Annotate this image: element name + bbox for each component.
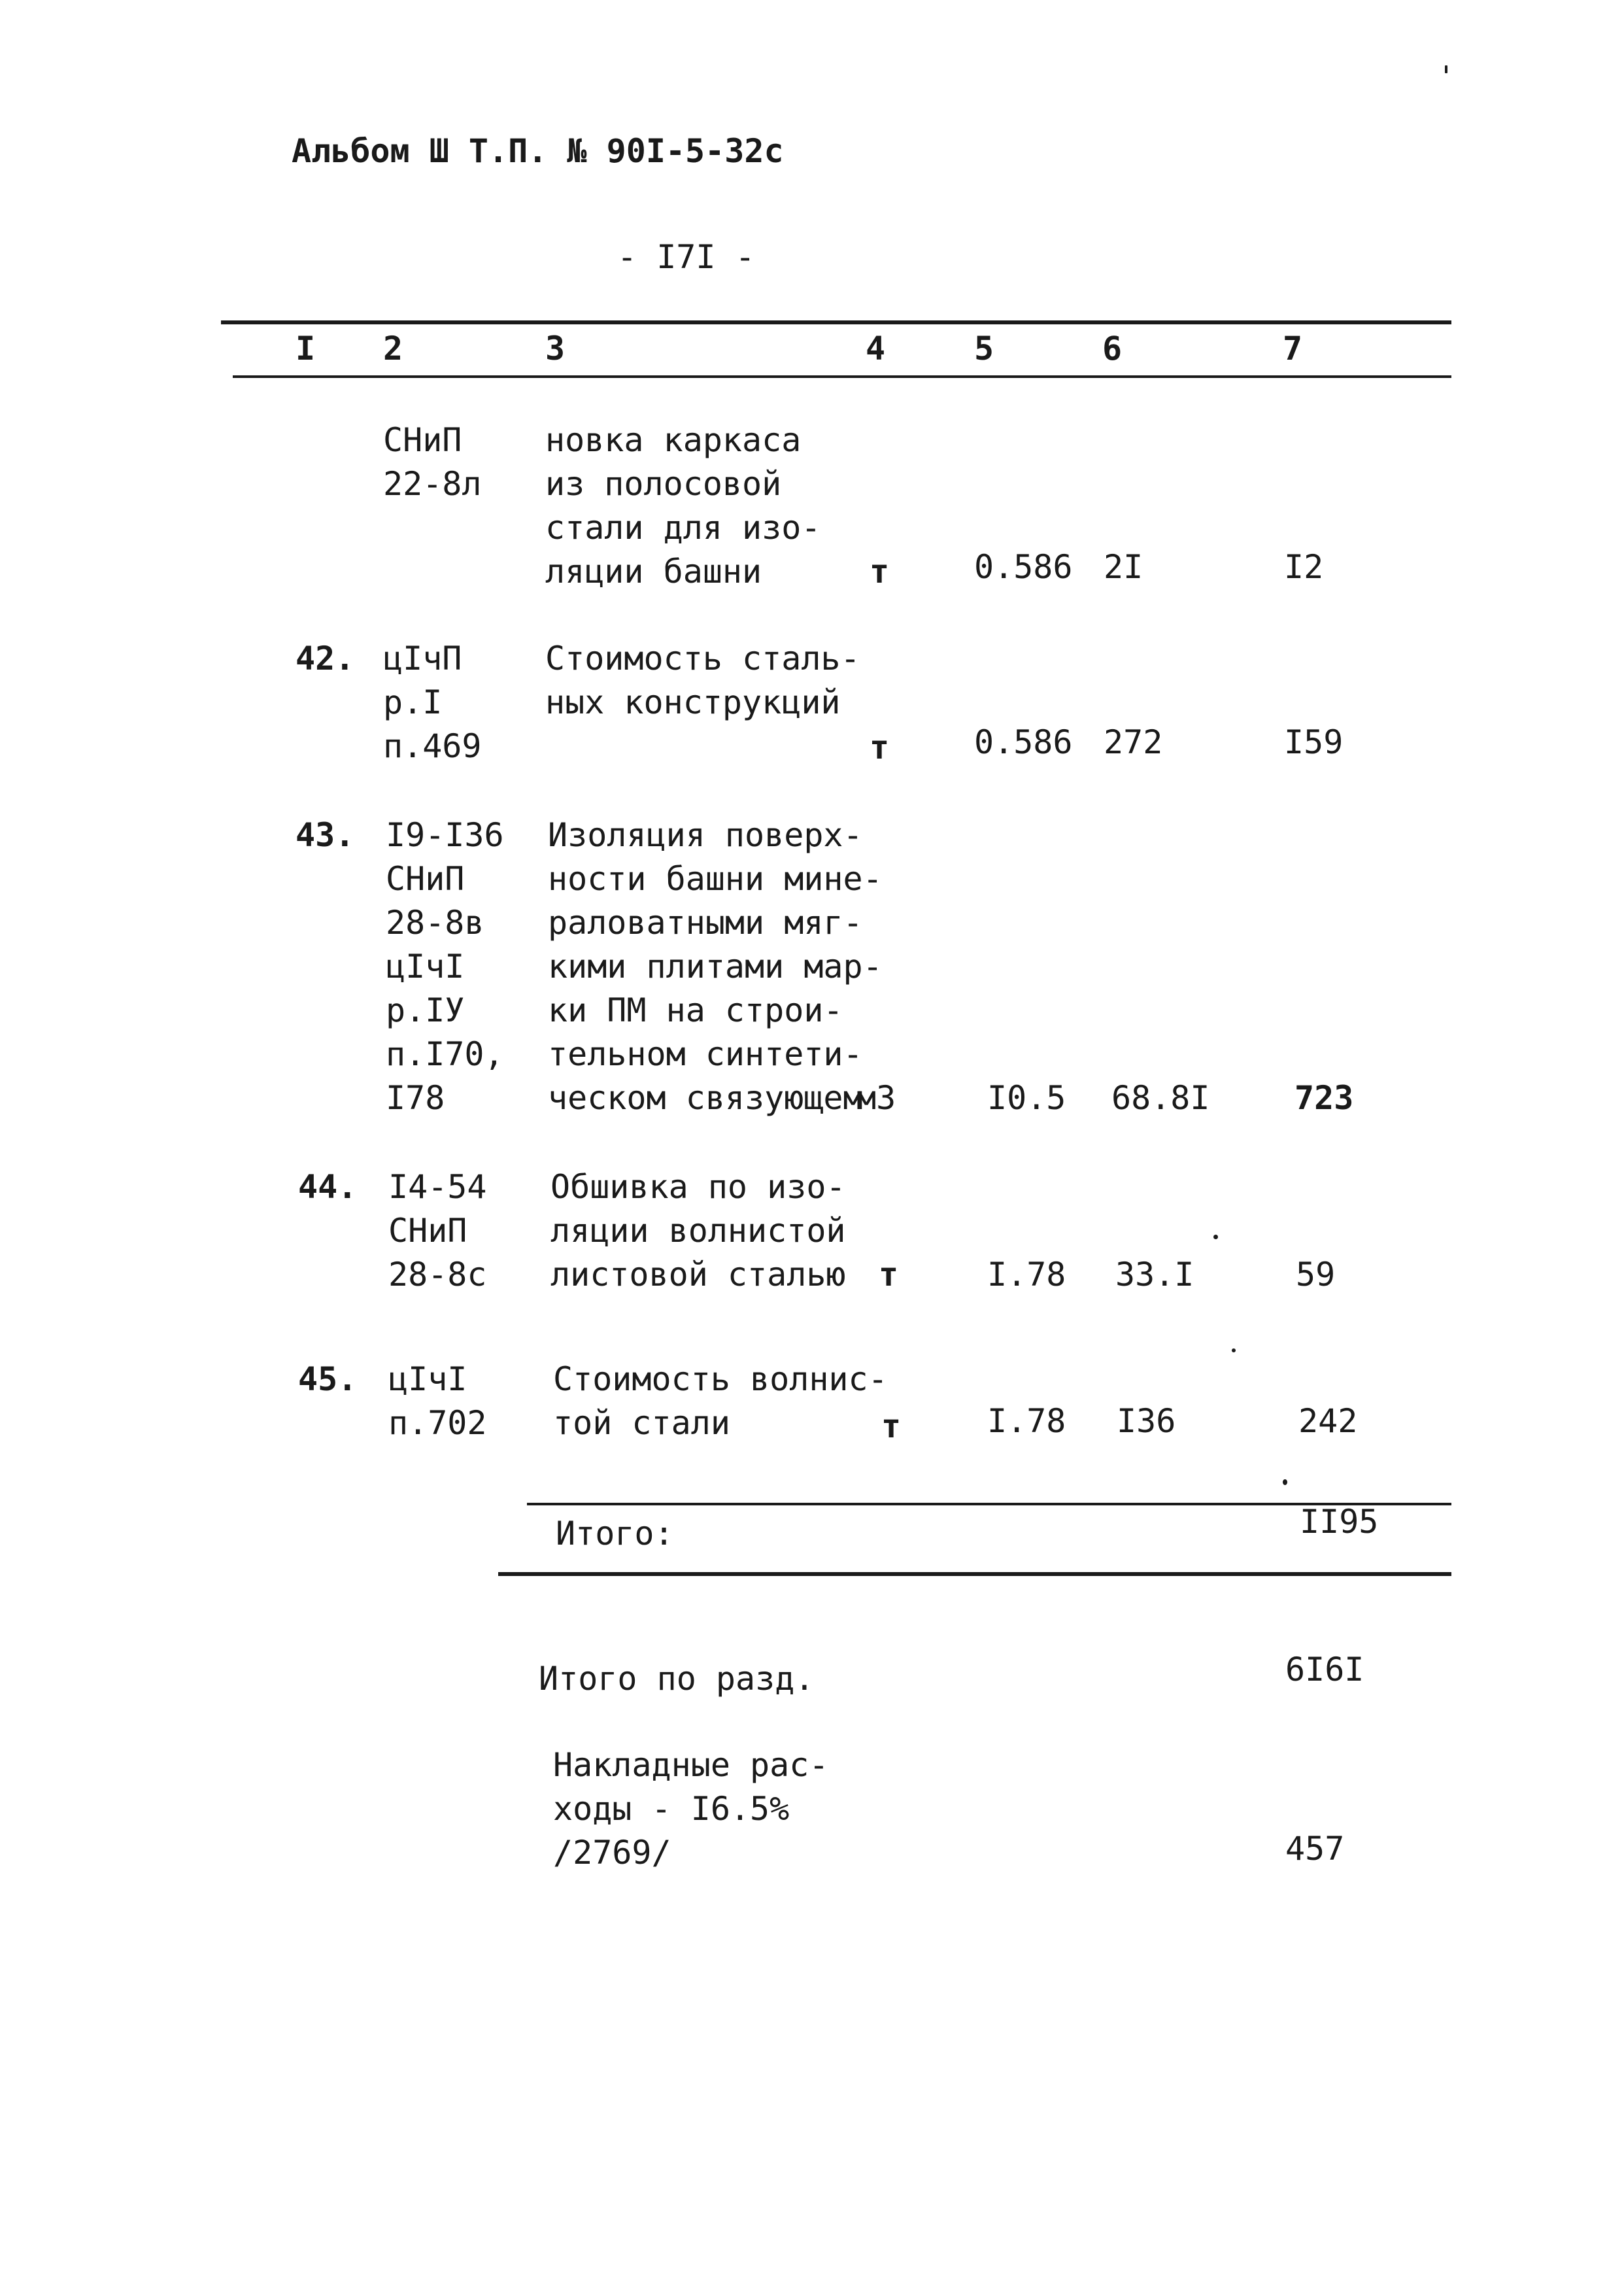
header-bottom-rule [233, 375, 1451, 378]
column-header-6: 6 [1102, 330, 1123, 368]
scan-speck [1445, 65, 1447, 73]
ref-line: 22-8л [383, 465, 482, 503]
row-number: 42. [296, 640, 355, 677]
overhead-label-line: /2769/ [553, 1834, 671, 1872]
scan-speck [1283, 1479, 1287, 1485]
desc-line: ляции башни [545, 553, 762, 591]
row-unit-price: 68.8I [1111, 1079, 1210, 1117]
ref-line: п.702 [388, 1404, 487, 1442]
row-unit: т [881, 1407, 902, 1445]
row-unit-price: 2I [1104, 548, 1143, 586]
row-description [553, 1358, 888, 1445]
row-quantity: I0.5 [987, 1079, 1066, 1117]
column-header-1: I [296, 330, 316, 368]
row-unit: т [879, 1256, 899, 1294]
row-total: 723 [1294, 1079, 1354, 1117]
overhead-label [553, 1743, 828, 1875]
row-reference [388, 1165, 487, 1297]
scan-speck [1232, 1348, 1236, 1352]
row-unit: м3 [856, 1079, 896, 1117]
section-total-value: 6I6I [1285, 1651, 1364, 1688]
desc-line: Обшивка по изо- [550, 1168, 846, 1206]
ref-line: СНиП [388, 1212, 467, 1250]
ref-line: 28-8с [388, 1256, 487, 1294]
subtotal-bottom-rule [498, 1572, 1451, 1576]
row-total: I59 [1284, 723, 1344, 761]
desc-line: раловатными мяг- [548, 904, 863, 942]
row-total: 242 [1298, 1402, 1358, 1440]
column-header-7: 7 [1283, 330, 1303, 368]
column-header-4: 4 [866, 330, 886, 368]
desc-line: из полосовой [545, 465, 782, 503]
row-description [545, 637, 860, 725]
ref-line: 28-8в [386, 904, 484, 942]
subtotal-value: II95 [1300, 1503, 1379, 1541]
row-unit: т [870, 553, 890, 591]
section-total-label: Итого по разд. [539, 1660, 815, 1698]
row-unit: т [870, 728, 890, 766]
ref-line: I78 [386, 1079, 445, 1117]
overhead-label-line: Накладные рас- [553, 1746, 829, 1784]
row-total: I2 [1284, 548, 1324, 586]
page-number: - I7I - [617, 238, 755, 276]
desc-line: Изоляция поверх- [548, 816, 863, 854]
desc-line: стали для изо- [545, 509, 821, 547]
desc-line: той стали [553, 1404, 730, 1442]
ref-line: цIчП [383, 640, 462, 677]
overhead-label-line: ходы - I6.5% [553, 1790, 790, 1828]
desc-line: кими плитами мар- [548, 948, 883, 985]
ref-line: п.I70, [386, 1035, 504, 1073]
row-quantity: 0.586 [974, 548, 1073, 586]
desc-line: Стоимость волнис- [553, 1360, 888, 1398]
ref-line: р.IУ [386, 991, 465, 1029]
album-reference: Альбом Ш Т.П. № 90I-5-32с [292, 132, 784, 170]
row-description [550, 1165, 846, 1297]
scan-speck [1213, 1235, 1218, 1239]
ref-line: р.I [383, 683, 443, 721]
row-description [548, 814, 883, 1120]
row-number: 43. [296, 816, 355, 854]
row-unit-price: I36 [1117, 1402, 1176, 1440]
desc-line: ческом связующем [548, 1079, 863, 1117]
desc-line: ных конструкций [545, 683, 841, 721]
desc-line: ности башни мине- [548, 860, 883, 898]
ref-line: I9-I36 [386, 816, 504, 854]
row-unit-price: 272 [1104, 723, 1163, 761]
row-number: 44. [298, 1168, 358, 1206]
ref-line: п.469 [383, 727, 482, 765]
row-reference [383, 419, 482, 506]
table-top-rule [221, 320, 1451, 324]
ref-line: СНиП [383, 421, 462, 459]
row-unit-price: 33.I [1115, 1256, 1194, 1294]
desc-line: ляции волнистой [550, 1212, 846, 1250]
row-number: 45. [298, 1360, 358, 1398]
row-quantity: 0.586 [974, 723, 1073, 761]
overhead-value: 457 [1285, 1830, 1345, 1868]
column-header-3: 3 [545, 330, 566, 368]
ref-line: цIчI [388, 1360, 467, 1398]
column-header-5: 5 [974, 330, 994, 368]
ref-line: цIчI [386, 948, 465, 985]
subtotal-label: Итого: [556, 1515, 674, 1552]
desc-line: Стоимость сталь- [545, 640, 860, 677]
row-description [545, 419, 820, 594]
row-total: 59 [1296, 1256, 1336, 1294]
column-header-2: 2 [383, 330, 403, 368]
ref-line: I4-54 [388, 1168, 487, 1206]
row-reference [388, 1358, 487, 1445]
desc-line: листовой сталью [550, 1256, 846, 1294]
row-quantity: I.78 [987, 1402, 1066, 1440]
ref-line: СНиП [386, 860, 465, 898]
desc-line: ки ПМ на строи- [548, 991, 843, 1029]
desc-line: тельном синтети- [548, 1035, 863, 1073]
row-quantity: I.78 [987, 1256, 1066, 1294]
row-reference [386, 814, 504, 1120]
row-reference [383, 637, 482, 768]
desc-line: новка каркаса [545, 421, 802, 459]
